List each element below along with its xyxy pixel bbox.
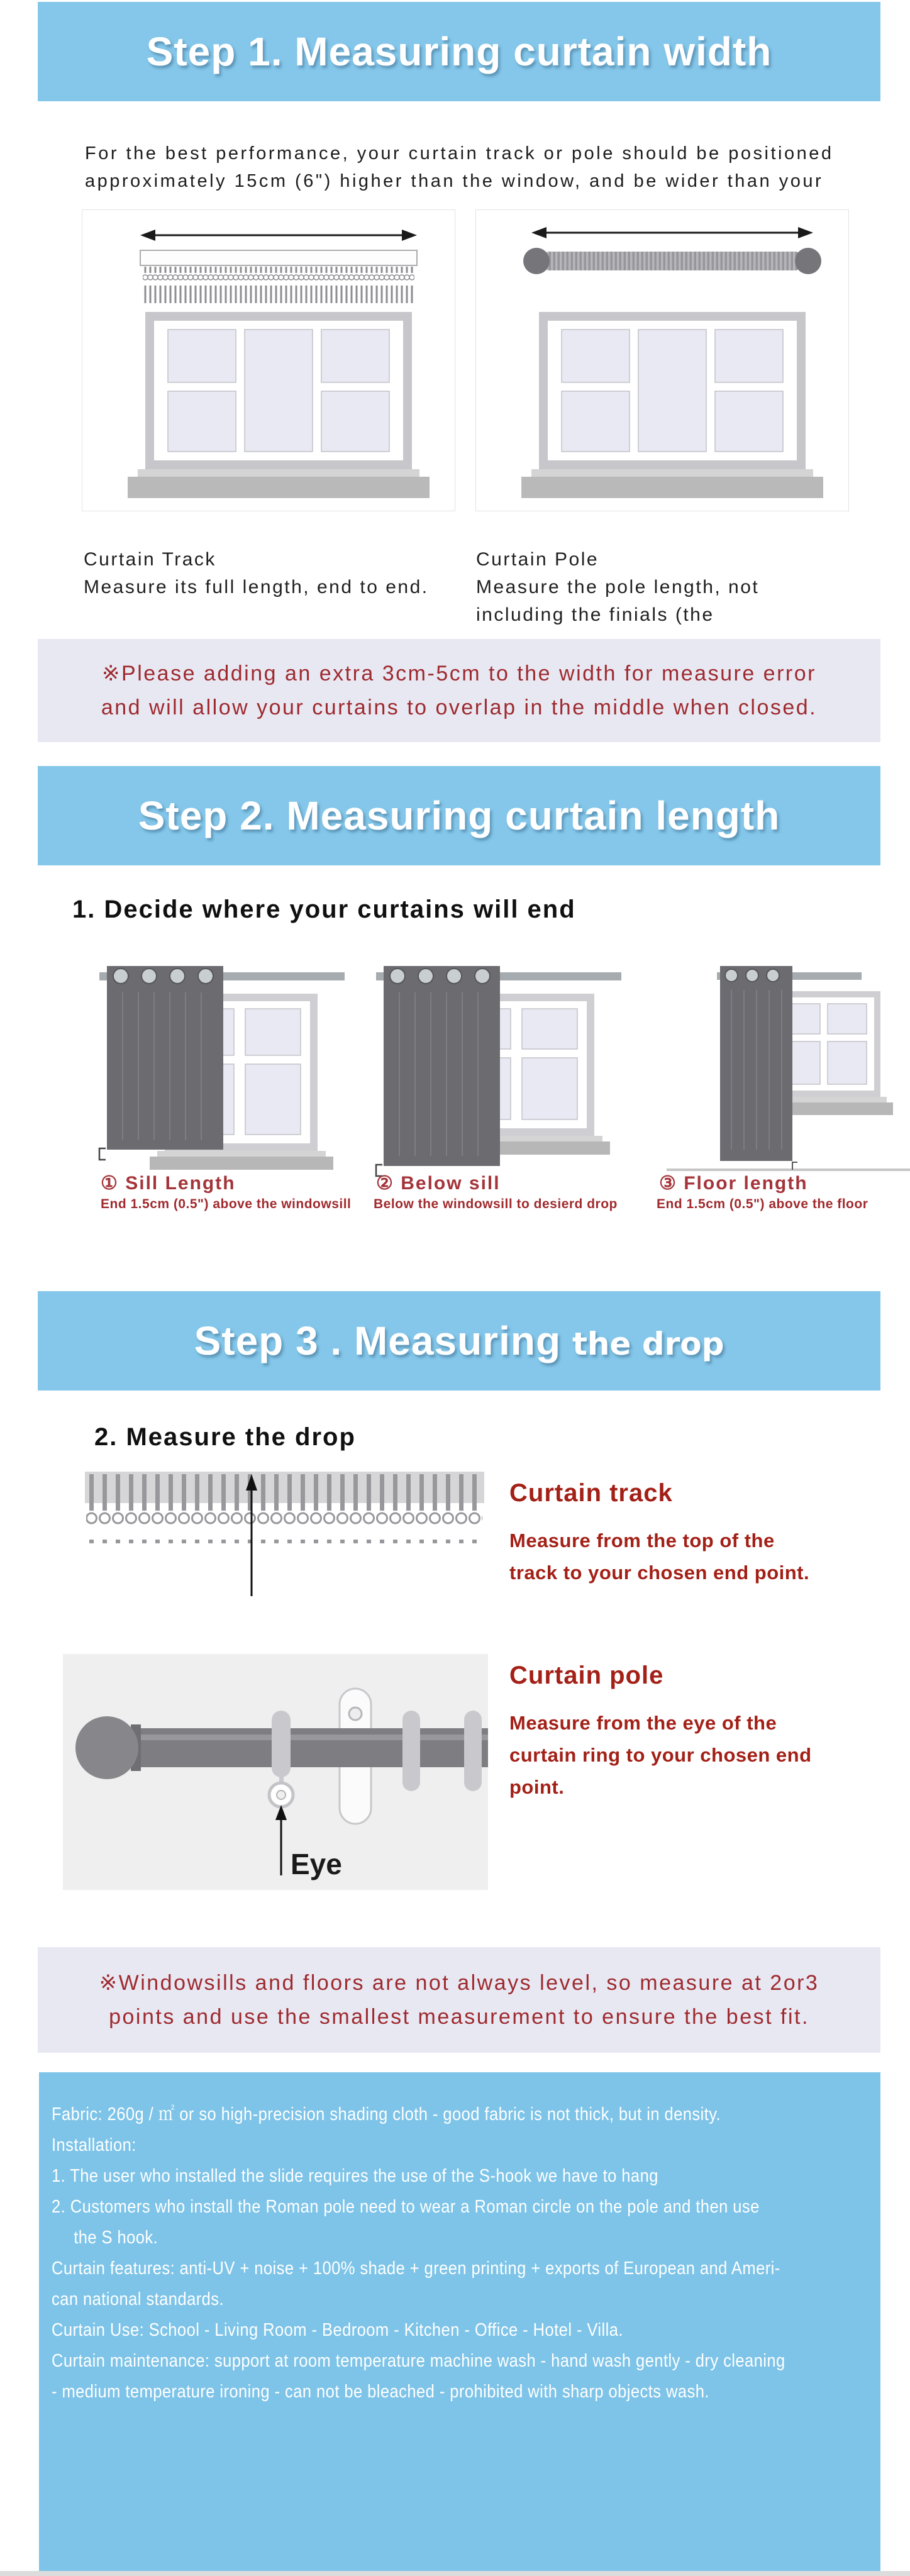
info-line-installation: Installation: (52, 2135, 136, 2155)
window-drawing (521, 312, 823, 498)
floor-length-label: ③ Floor length (659, 1173, 808, 1194)
step1-intro-line1: For the best performance, your curtain track or pole should be positioned (85, 143, 834, 164)
curtain-track-caption-line1: Measure its full length, end to end. (84, 577, 429, 597)
width-note-box (38, 639, 880, 742)
step1-banner (38, 2, 880, 101)
curtain-pole-panel (475, 209, 849, 511)
window-drawing (128, 312, 430, 498)
curtain-drawing (107, 966, 223, 1150)
step3-banner (38, 1291, 880, 1391)
step2-banner-title: Step 2. Measuring curtain length (138, 793, 780, 838)
curtain-pole-desc-line2: curtain ring to your chosen end (509, 1744, 812, 1766)
curtain-pole-caption (476, 546, 759, 629)
curtain-pole-caption-title: Curtain Pole (476, 549, 599, 570)
width-measure-arrow-icon (531, 227, 813, 238)
track-drop-diagram (85, 1470, 487, 1599)
info-line-features: Curtain features: anti-UV + noise + 100% shade + green printing + exports of European and Ameri- (52, 2258, 780, 2279)
pole-drop-diagram (63, 1654, 488, 1890)
info-line-install-2b: the S hook. (74, 2228, 158, 2248)
curtain-pole-desc (509, 1707, 812, 1803)
curtain-track-desc (509, 1524, 809, 1589)
curtain-track-window-illustration (82, 210, 453, 509)
curtain-pole-caption-line1: Measure the pole length, not (476, 577, 760, 597)
info-line-install-1: 1. The user who installed the slide requires the use of the S-hook we have to hang (52, 2166, 658, 2186)
below-sill-caption: Below the windowsill to desierd drop (374, 1197, 618, 1211)
width-note-line2: and will allow your curtains to overlap in the middle when closed. (101, 696, 818, 719)
curtain-pole-heading: Curtain pole (509, 1662, 664, 1689)
curtain-pole-drawing (523, 248, 821, 274)
info-line-fabric: Fabric: 260g / ㎡ or so high-precision shading cloth - good fabric is not thick, but in density. (52, 2104, 721, 2124)
info-line-install-2: 2. Customers who install the Roman pole need to wear a Roman circle on the pole and then use (52, 2197, 760, 2217)
ring-eye (269, 1783, 293, 1807)
sill-length-caption: End 1.5cm (0.5") above the windowsill (101, 1197, 352, 1211)
curtain-drawing (720, 966, 792, 1161)
curtain-drawing (384, 966, 500, 1166)
width-measure-arrow-icon (140, 230, 417, 241)
step1-banner-title: Step 1. Measuring curtain width (146, 29, 772, 74)
curtain-track-panel (82, 209, 455, 511)
bottom-divider (0, 2571, 910, 2576)
width-note-line1: ※Please adding an extra 3cm-5cm to the width for measure error (102, 662, 816, 686)
curtain-pole-desc-line3: point. (509, 1776, 565, 1798)
floor-length-diagram (667, 961, 910, 1178)
sill-length-diagram (88, 961, 352, 1172)
curtain-pole-desc-line1: Measure from the eye of the (509, 1712, 777, 1734)
floor-length-caption: End 1.5cm (0.5") above the floor (657, 1197, 868, 1211)
step2-subheading: 1. Decide where your curtains will end (72, 896, 576, 923)
step1-intro (85, 140, 833, 195)
curtain-track-desc-line2: track to your chosen end point. (509, 1562, 810, 1584)
drop-note-box (38, 1947, 880, 2053)
curtain-track-caption-title: Curtain Track (84, 549, 216, 570)
step2-banner (38, 766, 880, 865)
info-line-features-2: can national standards. (52, 2289, 225, 2309)
info-line-use: Curtain Use: School - Living Room - Bedroom - Kitchen - Office - Hotel - Villa. (52, 2320, 623, 2340)
below-sill-label: ② Below sill (376, 1173, 501, 1194)
drop-note-line2: points and use the smallest measurement to ensure the best fit. (109, 2005, 809, 2029)
info-line-maintenance: Curtain maintenance: support at room temperature machine wash - hand wash gently - dry cleaning (52, 2351, 785, 2371)
below-sill-diagram (365, 961, 629, 1178)
measure-bracket-icon (99, 1148, 106, 1160)
product-info-block (39, 2072, 880, 2571)
step3-banner-main: Step 3 . Measuring (194, 1318, 562, 1363)
curtain-pole-window-illustration (476, 210, 847, 509)
step3-banner-small: the drop (572, 1326, 724, 1362)
curtain-pole-caption-line2: including the finials (the (476, 604, 714, 625)
drop-note-line1: ※Windowsills and floors are not always level, so measure at 2or3 (99, 1971, 819, 1995)
step1-intro-line2: approximately 15cm (6") higher than the window, and be wider than your (85, 171, 824, 191)
track-hooks (86, 1474, 482, 1543)
step3-subheading: 2. Measure the drop (94, 1423, 356, 1451)
curtain-track-desc-line1: Measure from the top of the (509, 1530, 775, 1552)
curtain-track-caption (84, 546, 429, 601)
curtain-track-heading: Curtain track (509, 1479, 673, 1507)
eye-label: Eye (291, 1848, 342, 1880)
curtain-track-drawing (140, 250, 417, 303)
step3-banner-title (194, 1318, 724, 1364)
floor-line (667, 1169, 910, 1171)
info-line-maintenance-2: - medium temperature ironing - can not be bleached - prohibited with sharp objects wash. (52, 2382, 709, 2402)
sill-length-label: ① Sill Length (101, 1173, 236, 1194)
